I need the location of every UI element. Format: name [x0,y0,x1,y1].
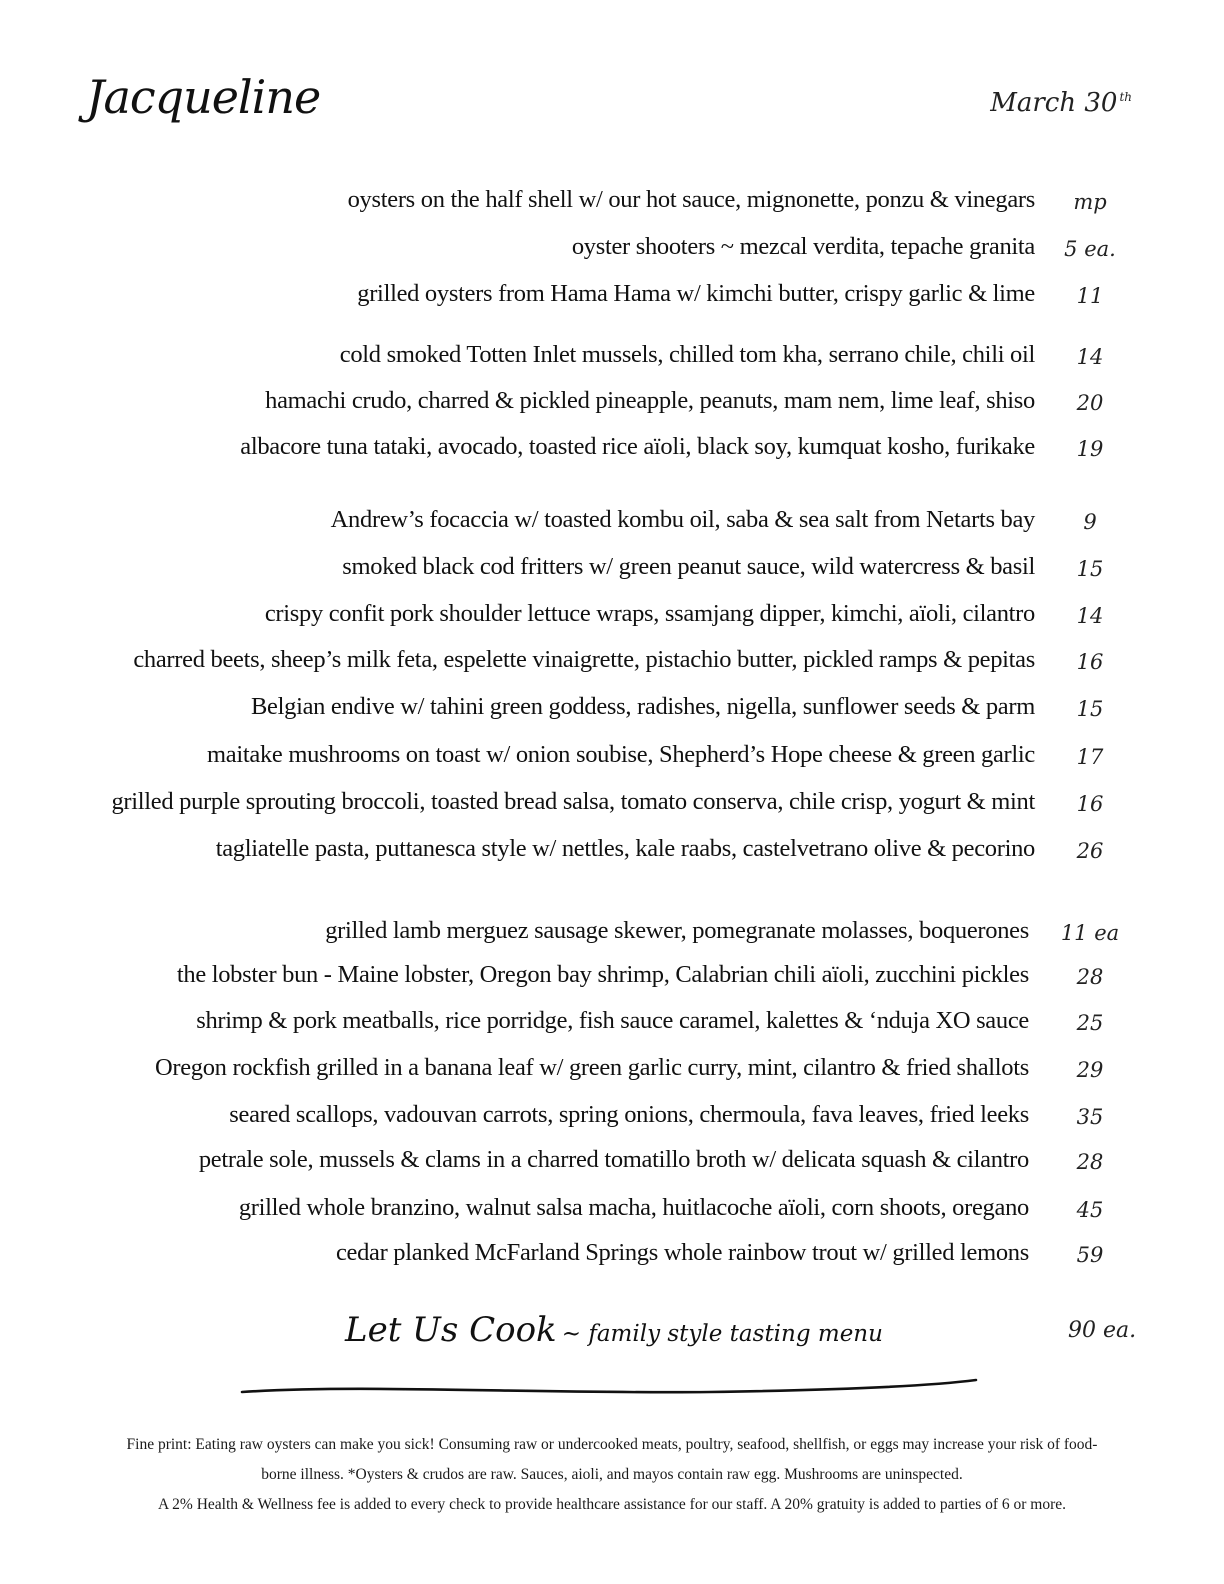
menu-item-price: 35 [1076,1105,1104,1129]
menu-item [40,227,1140,261]
menu-item-description: seared scallops, vadouvan carrots, spring onions, chermoula, fava leaves, fried leeks [229,1101,1029,1128]
fine-print [40,1430,1184,1520]
menu-item [40,500,1140,534]
menu-item-price: 16 [1076,650,1104,674]
menu-item [40,687,1140,721]
menu-item-price: 20 [1076,391,1104,415]
menu-item-description: cedar planked McFarland Springs whole rainbow trout w/ grilled lemons [335,1239,1029,1266]
date-suffix: th [1119,90,1132,105]
menu-item [40,1001,1140,1035]
fine-print-line: Fine print: Eating raw oysters can make you sick! Consuming raw or undercooked meats, poultry, seafood, shellfish, or eggs may increase your risk of food- [126,1436,1098,1453]
menu-item-description: crispy confit pork shoulder lettuce wraps, ssamjang dipper, kimchi, aïoli, cilantro [264,600,1035,627]
menu-item-price: 11 ea [1060,921,1120,945]
menu-item [40,1140,1140,1174]
menu-item-price: 15 [1076,557,1104,581]
menu-item [40,381,1140,415]
menu-item [40,829,1140,863]
menu-item [40,594,1140,628]
menu-item-description: Andrew’s focaccia w/ toasted kombu oil, saba & sea salt from Netarts bay [330,506,1035,533]
menu-item [40,640,1140,674]
menu-item [40,911,1140,945]
menu-item-price: 16 [1076,792,1104,816]
menu-item [40,782,1140,816]
fine-print-line: borne illness. *Oysters & crudos are raw. Sauces, aioli, and mayos contain raw egg. Mushrooms are uninspected. [261,1466,963,1483]
menu-item [40,1188,1140,1222]
menu-item-price: 17 [1076,745,1104,769]
date-text: March 30 [990,88,1118,118]
menu-item-description: grilled lamb merguez sausage skewer, pomegranate molasses, boquerones [325,917,1029,944]
menu-item-description: Oregon rockfish grilled in a banana leaf w/ green garlic curry, mint, cilantro & fried shallots [154,1054,1029,1081]
menu-date [990,88,1132,118]
menu-item-price: 19 [1076,437,1104,461]
menu-item-description: grilled whole branzino, walnut salsa macha, huitlacoche aïoli, corn shoots, oregano [238,1194,1029,1221]
menu-item-price: 29 [1076,1058,1104,1082]
menu-item-price: 25 [1076,1011,1104,1035]
menu-item [40,1048,1140,1082]
menu-item [40,274,1140,308]
menu-item-description: tagliatelle pasta, puttanesca style w/ nettles, kale raabs, castelvetrano olive & pecorino [215,835,1035,862]
tasting-menu-price: 90 ea. [1068,1318,1137,1343]
menu-item-description: petrale sole, mussels & clams in a charred tomatillo broth w/ delicata squash & cilantro [198,1146,1029,1173]
menu-item-price: 11 [1076,284,1104,308]
menu-item-description: grilled purple sprouting broccoli, toasted bread salsa, tomato conserva, chile crisp, yogurt & mint [111,788,1035,815]
menu-item-description: Belgian endive w/ tahini green goddess, radishes, nigella, sunflower seeds & parm [251,693,1035,720]
menu-item-price: 15 [1076,697,1104,721]
menu-item-description: charred beets, sheep’s milk feta, espelette vinaigrette, pistachio butter, pickled ramps & pepitas [133,646,1035,673]
restaurant-logo: Jacqueline [86,70,321,124]
menu-item-price: 5 ea. [1064,237,1116,261]
menu-item-price: mp [1073,190,1107,214]
menu-item [40,427,1140,461]
menu-item [40,1233,1140,1267]
menu-item-description: shrimp & pork meatballs, rice porridge, fish sauce caramel, kalettes & ‘nduja XO sauce [196,1007,1029,1034]
swash-divider [240,1372,980,1398]
menu-item-description: the lobster bun - Maine lobster, Oregon bay shrimp, Calabrian chili aïoli, zucchini pickles [176,961,1029,988]
menu-item [40,1095,1140,1129]
menu-item-price: 9 [1083,510,1097,534]
menu-item-description: maitake mushrooms on toast w/ onion soubise, Shepherd’s Hope cheese & green garlic [207,741,1035,768]
menu-item [40,955,1140,989]
menu-item [40,335,1140,369]
menu-item-price: 28 [1076,965,1104,989]
menu-item-price: 45 [1076,1198,1104,1222]
menu-item [40,735,1140,769]
menu-item-description: oyster shooters ~ mezcal verdita, tepache granita [571,233,1035,260]
menu-item-price: 59 [1076,1243,1104,1267]
menu-item-price: 14 [1076,345,1104,369]
tasting-menu-heading [345,1310,883,1350]
menu-item-price: 14 [1076,604,1104,628]
menu-item-description: oysters on the half shell w/ our hot sauce, mignonette, ponzu & vinegars [347,186,1035,213]
tasting-menu-title: Let Us Cook [345,1310,557,1350]
menu-item [40,547,1140,581]
menu-item-price: 26 [1076,839,1104,863]
menu-item-description: albacore tuna tataki, avocado, toasted rice aïoli, black soy, kumquat kosho, furikake [240,433,1035,460]
menu-item-price: 28 [1076,1150,1104,1174]
menu-item-description: grilled oysters from Hama Hama w/ kimchi butter, crispy garlic & lime [357,280,1035,307]
fine-print-line: A 2% Health & Wellness fee is added to every check to provide healthcare assistance for our staff. A 20% gratuity is added to parties of 6 or more. [157,1496,1067,1513]
menu-item [40,180,1140,214]
menu-item-description: smoked black cod fritters w/ green peanut sauce, wild watercress & basil [342,553,1035,580]
menu-item-description: hamachi crudo, charred & pickled pineapple, peanuts, mam nem, lime leaf, shiso [265,387,1035,414]
menu-item-description: cold smoked Totten Inlet mussels, chilled tom kha, serrano chile, chili oil [339,341,1035,368]
tasting-menu-subtitle: ~ family style tasting menu [561,1321,883,1347]
